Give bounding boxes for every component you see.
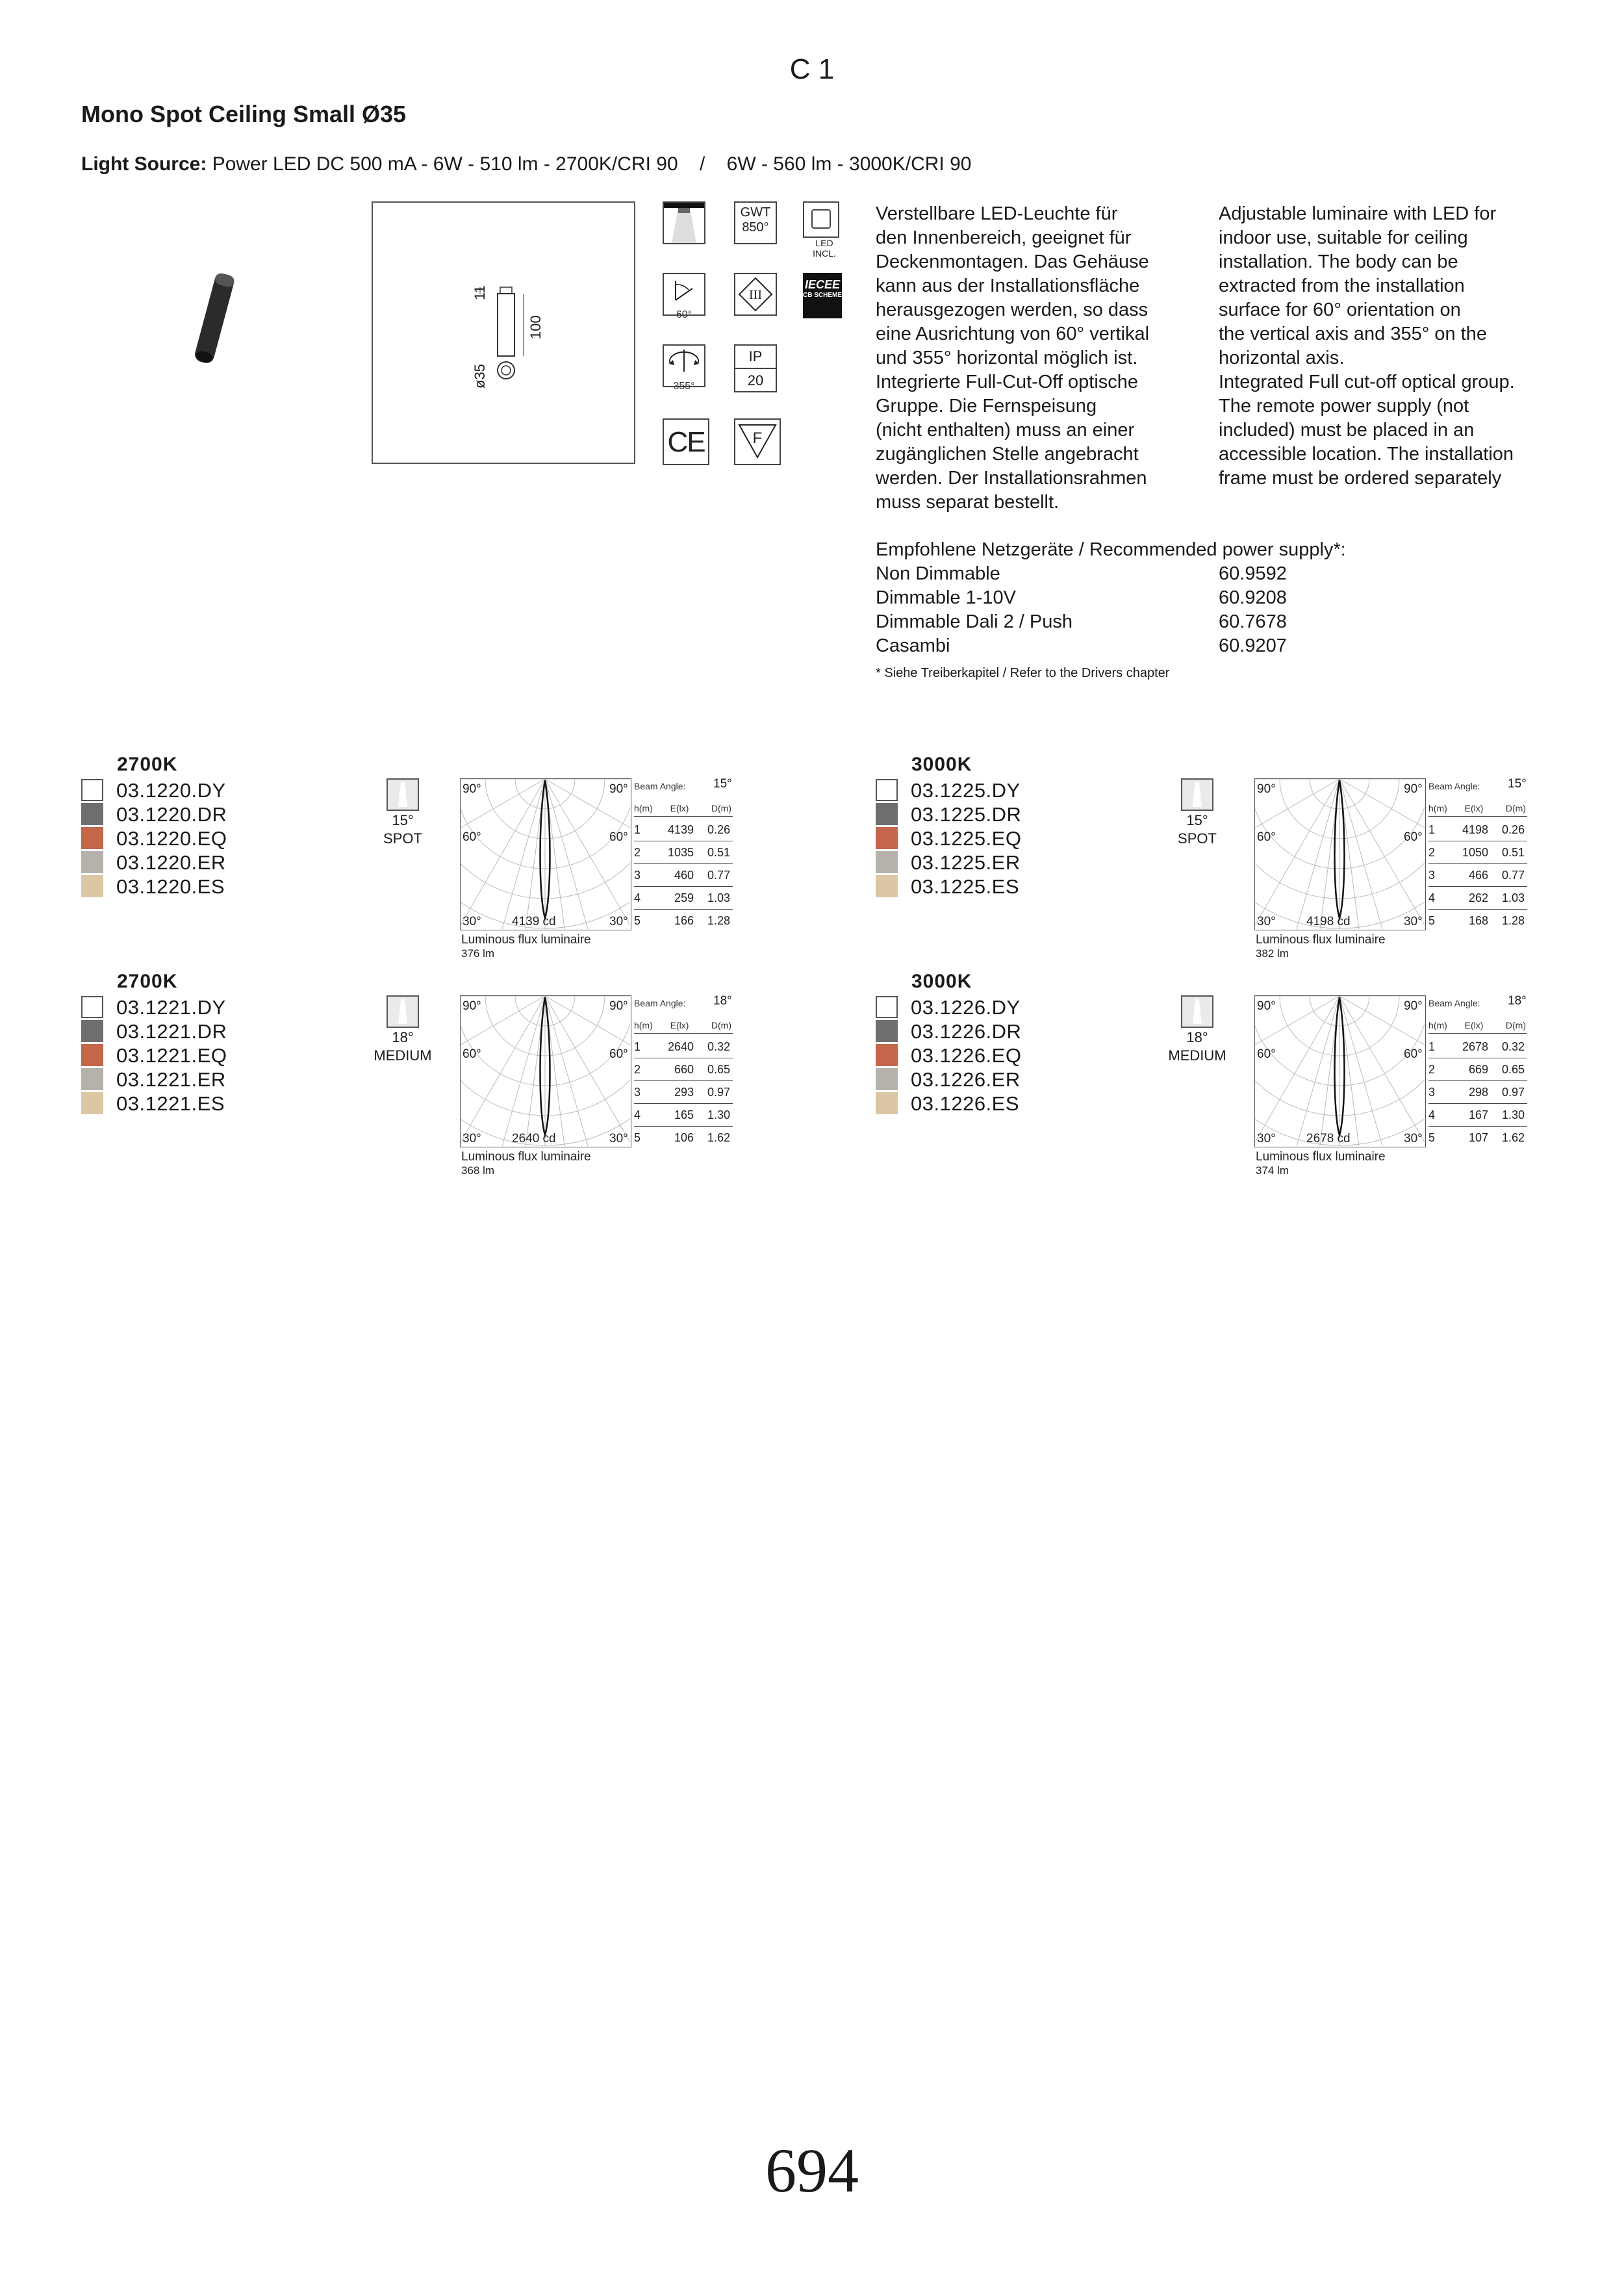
ip-value: 20: [747, 372, 764, 389]
cell-diameter: 0.97: [707, 1086, 730, 1099]
beam-table-row: [1428, 1081, 1527, 1104]
cell-height: 1: [634, 1040, 641, 1053]
col-diameter: D(m): [711, 803, 731, 813]
cct-label: 2700K: [117, 754, 178, 775]
power-supply-code: 60.9592: [1219, 563, 1287, 584]
article-code-row: [81, 1019, 227, 1043]
article-code-row: [876, 778, 1021, 802]
cell-diameter: 1.62: [1501, 1131, 1525, 1144]
luminous-flux-label: Luminous flux luminaire: [461, 1150, 591, 1164]
gwt-850-icon: [734, 201, 777, 244]
finish-color-swatch: [876, 1068, 898, 1090]
cell-height: 3: [1428, 869, 1436, 882]
article-code-row: [876, 1092, 1019, 1116]
power-supply-note: * Siehe Treiberkapitel / Refer to the Drivers chapter: [876, 666, 1170, 680]
beam-table-row: [1428, 1127, 1527, 1149]
cell-illuminance: 660: [674, 1063, 694, 1076]
article-code: 03.1226.DY: [911, 996, 1021, 1019]
class-iii-icon: [734, 273, 777, 316]
col-illuminance: E(lx): [1464, 1020, 1484, 1030]
f-mark-icon: [734, 418, 781, 465]
beam-spot-icon: [387, 778, 419, 811]
cell-illuminance: 262: [1468, 891, 1488, 904]
finish-color-swatch: [876, 1092, 898, 1114]
dimension-diagram: [373, 203, 634, 463]
polar-diagram: [460, 778, 631, 930]
product-title: Mono Spot Ceiling Small Ø35: [81, 101, 407, 127]
article-code: 03.1220.DR: [116, 803, 227, 826]
polar-angle-90-left: 90°: [463, 782, 481, 796]
cell-illuminance: 460: [674, 869, 694, 882]
article-code: 03.1226.DR: [911, 1020, 1022, 1043]
finish-color-swatch: [81, 875, 103, 897]
power-supply-name: Non Dimmable: [876, 563, 1000, 584]
cct-label: 3000K: [911, 754, 972, 775]
beam-table-angle: 18°: [1508, 994, 1527, 1008]
beam-angle-label: 18°: [1186, 1029, 1208, 1045]
beam-table-row: [1428, 887, 1527, 910]
col-illuminance: E(lx): [670, 1020, 689, 1030]
finish-color-swatch: [81, 996, 103, 1018]
cell-illuminance: 293: [674, 1086, 694, 1099]
power-supply-code: 60.9207: [1219, 635, 1287, 656]
cell-diameter: 1.30: [1501, 1108, 1525, 1121]
beam-table-title: Beam Angle:: [1428, 998, 1480, 1008]
beam-table-angle: 15°: [1508, 777, 1527, 791]
cell-diameter: 0.65: [707, 1063, 730, 1076]
luminous-flux-label: Luminous flux luminaire: [1256, 1150, 1386, 1164]
tilt-60-label: 60°: [676, 309, 692, 320]
cell-illuminance: 4139: [667, 823, 694, 836]
article-code: 03.1226.ER: [911, 1068, 1021, 1091]
cell-height: 3: [1428, 1086, 1436, 1099]
article-code: 03.1226.EQ: [911, 1044, 1022, 1067]
polar-angle-90-left: 90°: [1257, 782, 1276, 796]
ce-mark-icon: CE: [663, 418, 709, 465]
cell-diameter: 0.77: [1501, 869, 1525, 882]
article-code: 03.1221.DY: [116, 996, 226, 1019]
article-code-row: [876, 995, 1021, 1019]
ip20-icon: [734, 344, 777, 392]
beam-table-title: Beam Angle:: [634, 781, 686, 791]
led-included-icon: [803, 201, 839, 238]
article-code: 03.1225.EQ: [911, 827, 1022, 850]
light-source-text: Power LED DC 500 mA - 6W - 510 lm - 2700K/CRI 90 / 6W - 560 lm - 3000K/CRI 90: [212, 153, 972, 175]
article-code: 03.1221.DR: [116, 1020, 227, 1043]
article-code: 03.1225.DR: [911, 803, 1022, 826]
article-code-row: [81, 826, 227, 850]
beam-angle-label: 15°: [1186, 812, 1208, 828]
article-code-row: [876, 1043, 1021, 1067]
cell-diameter: 0.26: [707, 823, 730, 836]
cell-diameter: 1.28: [1501, 914, 1525, 927]
finish-color-swatch: [81, 1068, 103, 1090]
polar-diagram: [1254, 995, 1426, 1147]
beam-table-row: [634, 819, 733, 841]
article-code: 03.1225.ES: [911, 875, 1020, 898]
finish-color-swatch: [81, 1092, 103, 1114]
beam-type-label: MEDIUM: [1168, 1047, 1226, 1064]
cell-illuminance: 1050: [1462, 846, 1488, 859]
cell-illuminance: 298: [1468, 1086, 1488, 1099]
cell-height: 2: [1428, 1063, 1436, 1076]
cell-illuminance: 2678: [1462, 1040, 1488, 1053]
article-code: 03.1221.ER: [116, 1068, 226, 1091]
cell-height: 1: [634, 823, 641, 836]
cell-illuminance: 4198: [1462, 823, 1488, 836]
col-diameter: D(m): [711, 1020, 731, 1030]
article-code-row: [876, 802, 1021, 826]
dimension-drawing: [372, 201, 635, 464]
page-number: 694: [765, 2136, 859, 2205]
polar-angle-60-left: 60°: [463, 830, 481, 844]
article-code: 03.1225.ER: [911, 851, 1021, 874]
cell-height: 1: [1428, 823, 1436, 836]
light-source-line: [81, 153, 971, 175]
polar-angle-30-right: 30°: [609, 1132, 628, 1145]
cell-height: 2: [634, 1063, 641, 1076]
cell-illuminance: 466: [1468, 869, 1488, 882]
cell-height: 4: [1428, 891, 1436, 904]
dim-top-label: 11: [472, 285, 488, 300]
beam-type-label: MEDIUM: [374, 1047, 432, 1064]
cell-diameter: 0.32: [1501, 1040, 1525, 1053]
cell-diameter: 0.77: [707, 869, 730, 882]
article-code: 03.1225.DY: [911, 779, 1021, 802]
finish-color-swatch: [876, 779, 898, 801]
col-height: h(m): [1428, 1020, 1447, 1030]
article-code-row: [81, 802, 227, 826]
col-height: h(m): [1428, 803, 1447, 813]
beam-table-title: Beam Angle:: [634, 998, 686, 1008]
col-height: h(m): [634, 1020, 653, 1030]
cell-height: 5: [634, 1131, 641, 1144]
polar-angle-30-left: 30°: [463, 1132, 481, 1145]
f-mark-text: F: [752, 429, 763, 447]
cell-height: 4: [634, 1108, 641, 1121]
finish-color-swatch: [81, 827, 103, 849]
polar-angle-60-right: 60°: [1404, 830, 1423, 844]
finish-color-swatch: [81, 803, 103, 825]
article-code-row: [81, 1067, 226, 1092]
polar-angle-60-right: 60°: [609, 830, 628, 844]
polar-angle-90-left: 90°: [463, 999, 481, 1013]
cell-illuminance: 1035: [667, 846, 694, 859]
section-label: C 1: [789, 53, 835, 85]
finish-color-swatch: [81, 779, 103, 801]
product-photo: [185, 270, 244, 367]
iecee-sub-label: CB SCHEME: [803, 292, 843, 299]
cell-diameter: 0.97: [1501, 1086, 1525, 1099]
article-code-row: [81, 1043, 227, 1067]
article-code: 03.1220.ER: [116, 851, 226, 874]
beam-table-row: [1428, 864, 1527, 887]
luminous-flux-value: 374 lm: [1256, 1164, 1289, 1177]
led-included-label: LED INCL.: [813, 238, 836, 259]
cell-illuminance: 168: [1468, 914, 1488, 927]
cell-diameter: 0.65: [1501, 1063, 1525, 1076]
cell-illuminance: 167: [1468, 1108, 1488, 1121]
finish-color-swatch: [876, 1020, 898, 1042]
polar-angle-30-right: 30°: [1404, 915, 1423, 928]
article-code-row: [876, 1019, 1021, 1043]
finish-color-swatch: [876, 875, 898, 897]
cct-label: 2700K: [117, 971, 178, 992]
beam-spot-icon: [387, 995, 419, 1028]
cell-illuminance: 259: [674, 891, 694, 904]
beam-table-angle: 15°: [713, 777, 732, 791]
rotation-355-label: 355°: [673, 381, 695, 392]
finish-color-swatch: [81, 1020, 103, 1042]
cct-label: 3000K: [911, 971, 972, 992]
article-code-row: [876, 1067, 1021, 1092]
polar-diagram: [460, 995, 631, 1147]
article-code-row: [81, 778, 226, 802]
polar-peak-cd: 4139 cd: [512, 915, 556, 928]
ip-label: IP: [735, 346, 776, 369]
beam-table-angle: 18°: [713, 994, 732, 1008]
cell-illuminance: 165: [674, 1108, 694, 1121]
cell-illuminance: 107: [1468, 1131, 1488, 1144]
beam-table-row: [1428, 819, 1527, 841]
beam-angle-label: 15°: [392, 812, 414, 828]
power-supply-name: Dimmable Dali 2 / Push: [876, 611, 1072, 632]
power-supply-name: Dimmable 1-10V: [876, 587, 1016, 608]
beam-table-title: Beam Angle:: [1428, 781, 1480, 791]
beam-table-row: [1428, 1058, 1527, 1081]
finish-color-swatch: [81, 1044, 103, 1066]
beam-table-row: [634, 864, 733, 887]
article-code: 03.1221.ES: [116, 1092, 225, 1115]
polar-angle-30-left: 30°: [1257, 915, 1276, 928]
beam-table-row: [1428, 910, 1527, 932]
beam-table-row: [634, 910, 733, 932]
iecee-label: IECEE: [804, 278, 841, 291]
beam-angle-label: 18°: [392, 1029, 414, 1045]
polar-peak-cd: 2640 cd: [512, 1132, 556, 1145]
ceiling-recessed-icon: [663, 201, 705, 244]
polar-angle-90-right: 90°: [609, 999, 628, 1013]
beam-table-header: [1428, 803, 1527, 817]
cell-diameter: 1.28: [707, 914, 730, 927]
beam-table-row: [1428, 1104, 1527, 1127]
cell-diameter: 1.03: [707, 891, 730, 904]
polar-angle-60-left: 60°: [1257, 1047, 1276, 1061]
polar-angle-60-right: 60°: [609, 1047, 628, 1061]
article-code-row: [876, 850, 1021, 875]
finish-color-swatch: [876, 996, 898, 1018]
beam-type-label: SPOT: [383, 830, 422, 847]
cell-diameter: 1.03: [1501, 891, 1525, 904]
beam-table-header: [634, 1020, 733, 1034]
luminous-flux-value: 382 lm: [1256, 947, 1289, 960]
beam-table-row: [634, 1081, 733, 1104]
cell-diameter: 1.62: [707, 1131, 730, 1144]
article-code-row: [81, 1092, 225, 1116]
finish-color-swatch: [876, 851, 898, 873]
col-diameter: D(m): [1505, 1020, 1526, 1030]
cell-diameter: 0.26: [1501, 823, 1525, 836]
polar-angle-90-right: 90°: [1404, 999, 1423, 1013]
cell-height: 2: [634, 846, 641, 859]
power-supply-title: Empfohlene Netzgeräte / Recommended power supply*:: [876, 539, 1346, 560]
article-code-row: [81, 850, 226, 875]
polar-angle-30-right: 30°: [609, 915, 628, 928]
polar-angle-60-left: 60°: [463, 1047, 481, 1061]
beam-spot-icon: [1181, 778, 1213, 811]
beam-table-row: [1428, 841, 1527, 864]
polar-angle-30-right: 30°: [1404, 1132, 1423, 1145]
beam-table-header: [634, 803, 733, 817]
polar-diagram: [1254, 778, 1426, 930]
power-supply-code: 60.9208: [1219, 587, 1287, 608]
description-german: Verstellbare LED-Leuchte für den Innenbereich, geeignet für Deckenmontagen. Das Gehäuse kann aus der Installationsfläche herausgezogen werden, so dass eine Ausrichtung von 60° vertikal und 355° horizontal möglich ist. Integrierte Full-Cut-Off optische Gruppe. Die Fernspeisung (nicht enthalten) muss an einer zugänglichen Stelle angebracht werden. Der Installationsrahmen muss separat bestellt.: [876, 203, 1150, 513]
cell-height: 3: [634, 869, 641, 882]
cell-height: 3: [634, 1086, 641, 1099]
luminous-flux-label: Luminous flux luminaire: [1256, 933, 1386, 947]
cell-diameter: 1.30: [707, 1108, 730, 1121]
description-english: Adjustable luminaire with LED for indoor use, suitable for ceiling installation. The body can be extracted from the installation surface for 60° orientation on the vertical axis and 355° on the horizontal axis. Integrated Full cut-off optical group. The remote power supply (not included) must be placed in an accessible location. The installation frame must be ordered separately: [1219, 203, 1515, 489]
polar-angle-90-right: 90°: [1404, 782, 1423, 796]
beam-table-row: [634, 1127, 733, 1149]
cell-diameter: 0.32: [707, 1040, 730, 1053]
beam-table-row: [634, 1036, 733, 1058]
cell-height: 1: [1428, 1040, 1436, 1053]
polar-angle-90-right: 90°: [609, 782, 628, 796]
luminous-flux-value: 376 lm: [461, 947, 495, 960]
luminous-flux-label: Luminous flux luminaire: [461, 933, 591, 947]
article-code: 03.1221.EQ: [116, 1044, 227, 1067]
article-code-row: [876, 875, 1019, 899]
cell-diameter: 0.51: [1501, 846, 1525, 859]
article-code-row: [81, 875, 225, 899]
article-code-row: [876, 826, 1021, 850]
col-illuminance: E(lx): [670, 803, 689, 813]
beam-table-row: [634, 1058, 733, 1081]
cell-height: 4: [1428, 1108, 1436, 1121]
polar-angle-60-right: 60°: [1404, 1047, 1423, 1061]
finish-color-swatch: [81, 851, 103, 873]
class-iii-text: III: [749, 288, 762, 302]
article-code: 03.1220.DY: [116, 779, 226, 802]
beam-spot-icon: [1181, 995, 1213, 1028]
col-diameter: D(m): [1505, 803, 1526, 813]
polar-angle-30-left: 30°: [1257, 1132, 1276, 1145]
article-code: 03.1220.ES: [116, 875, 225, 898]
polar-peak-cd: 2678 cd: [1306, 1132, 1351, 1145]
col-illuminance: E(lx): [1464, 803, 1484, 813]
finish-color-swatch: [876, 803, 898, 825]
iecee-cb-icon: [803, 273, 842, 318]
cell-illuminance: 166: [674, 914, 694, 927]
power-supply-name: Casambi: [876, 635, 950, 656]
cell-illuminance: 2640: [667, 1040, 694, 1053]
light-source-label: Light Source:: [81, 153, 207, 175]
polar-peak-cd: 4198 cd: [1306, 915, 1351, 928]
beam-table-row: [634, 887, 733, 910]
gwt-temp: 850°: [742, 220, 769, 235]
dim-diameter-label: ø35: [472, 364, 488, 389]
gwt-label: GWT: [740, 205, 771, 220]
finish-color-swatch: [876, 1044, 898, 1066]
cell-height: 5: [634, 914, 641, 927]
cell-illuminance: 669: [1468, 1063, 1488, 1076]
beam-table-row: [634, 841, 733, 864]
beam-table-row: [634, 1104, 733, 1127]
beam-table-header: [1428, 1020, 1527, 1034]
beam-type-label: SPOT: [1178, 830, 1217, 847]
polar-angle-30-left: 30°: [463, 915, 481, 928]
col-height: h(m): [634, 803, 653, 813]
polar-angle-90-left: 90°: [1257, 999, 1276, 1013]
luminous-flux-value: 368 lm: [461, 1164, 495, 1177]
finish-color-swatch: [876, 827, 898, 849]
cell-height: 5: [1428, 1131, 1436, 1144]
polar-angle-60-left: 60°: [1257, 830, 1276, 844]
cell-illuminance: 106: [674, 1131, 694, 1144]
cell-height: 4: [634, 891, 641, 904]
dim-height-label: 100: [527, 315, 544, 339]
power-supply-code: 60.7678: [1219, 611, 1287, 632]
cell-height: 5: [1428, 914, 1436, 927]
article-code: 03.1220.EQ: [116, 827, 227, 850]
article-code: 03.1226.ES: [911, 1092, 1020, 1115]
beam-table-row: [1428, 1036, 1527, 1058]
cell-diameter: 0.51: [707, 846, 730, 859]
cell-height: 2: [1428, 846, 1436, 859]
article-code-row: [81, 995, 226, 1019]
